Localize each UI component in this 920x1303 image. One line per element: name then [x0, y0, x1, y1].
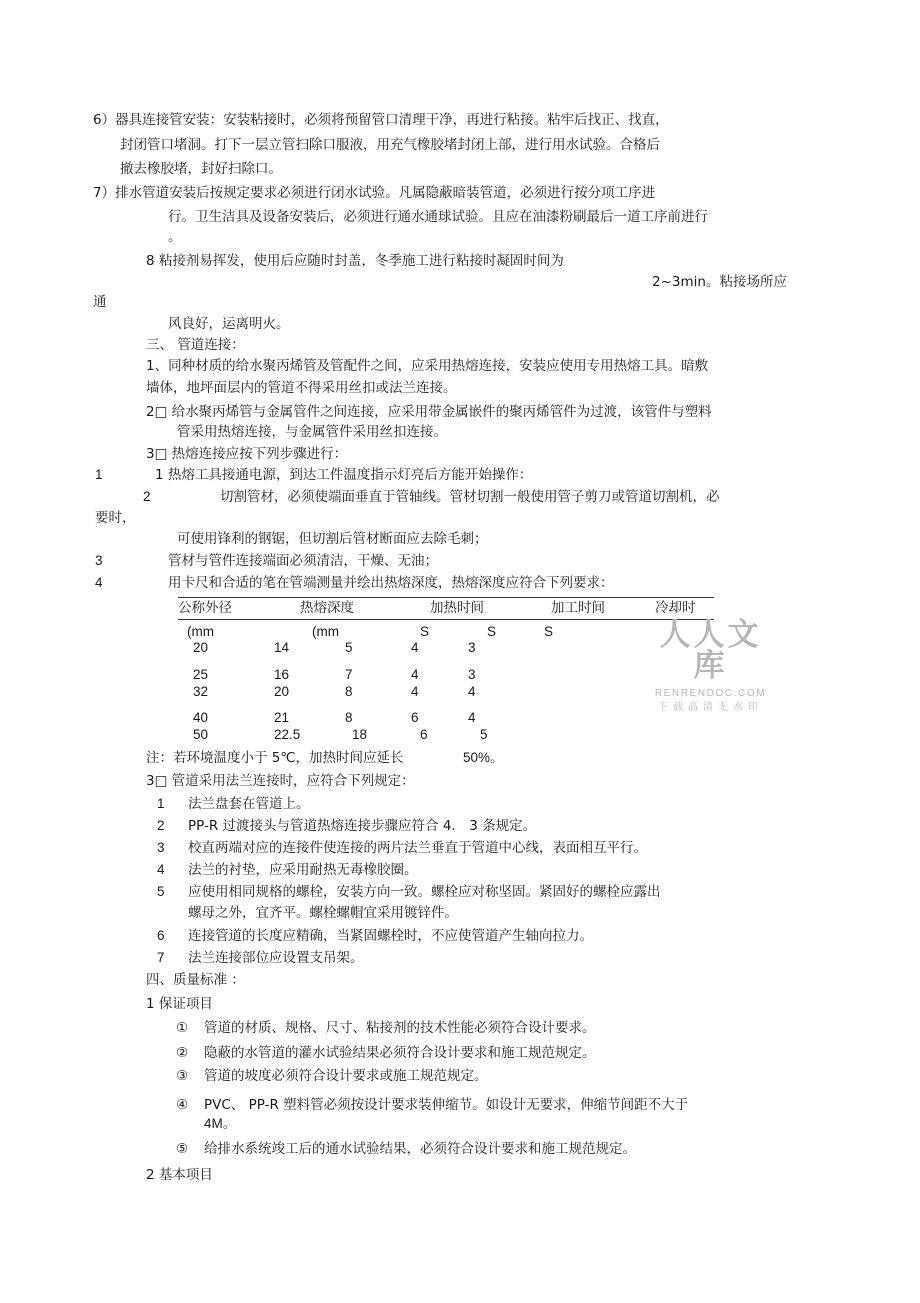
table-unit-cell: S — [487, 624, 497, 639]
guarantee-item-mark: ③ — [176, 1068, 189, 1084]
guarantee-item-mark: ④ — [176, 1097, 189, 1113]
guarantee-item-text: 隐蔽的水管道的灌水试验结果必须符合设计要求和施工规范规定。 — [204, 1045, 596, 1061]
sec3-item-1-line-2: 墙体，地坪面层内的管道不得采用丝扣或法兰连接。 — [146, 380, 457, 396]
watermark-title: 人人文库 — [659, 617, 762, 684]
flange-title: 3□ 管道采用法兰连接时，应符合下列规定： — [146, 773, 415, 789]
guarantee-item-mark: ⑤ — [176, 1141, 189, 1157]
step-3-number: 3 — [95, 553, 103, 568]
para-6-line-2: 封闭管口堵洞。打下一层立管扫除口服液，用充气橡胶堵封闭上部，进行用水试验。合格后 — [120, 137, 660, 153]
flange-item-number: 7 — [157, 950, 165, 965]
table-cell: 8 — [345, 710, 353, 725]
table-cell: 20 — [193, 640, 209, 655]
table-header-cell: 公称外径 — [178, 600, 232, 616]
guarantee-item-text: 管道的材质、规格、尺寸、粘接剂的技术性能必须符合设计要求。 — [204, 1020, 596, 1036]
table-cell: 50 — [193, 727, 209, 742]
table-cell: 18 — [352, 727, 368, 742]
para-7-line-2: 行。卫生洁具及设备安装后，必须进行通水通球试验。且应在油漆粉刷最后一道工序前进行 — [168, 209, 708, 225]
table-unit-cell: S — [544, 624, 554, 639]
sec3-item-2-line-1: 2□ 给水聚丙烯管与金属管件之间连接，应采用带金属嵌件的聚丙烯管件为过渡，该管件与塑料 — [146, 404, 712, 420]
guarantee-item-text: 给排水系统竣工后的通水试验结果，必须符合设计要求和施工规范规定。 — [204, 1141, 636, 1157]
table-cell: 32 — [193, 684, 209, 699]
flange-item-number: 2 — [157, 818, 165, 833]
para-7-line-3: 。 — [168, 229, 182, 245]
flange-item-number: 3 — [157, 840, 165, 855]
table-unit-cell: (mm — [187, 624, 214, 639]
quality-title: 四、质量标准 ： — [146, 972, 245, 988]
watermark-logo — [648, 617, 773, 714]
table-cell: 21 — [274, 710, 290, 725]
table-cell: 8 — [345, 684, 353, 699]
guarantee-item-text: 4M。 — [204, 1116, 237, 1131]
step-3-text: 管材与管件连接端面必须清洁，干燥、无油； — [168, 553, 438, 569]
step-2-number: 2 — [143, 489, 151, 504]
table-cell: 4 — [411, 684, 419, 699]
table-cell: 16 — [274, 667, 290, 682]
flange-item-text: 连接管道的长度应精确，当紧固螺栓时，不应使管道产生轴向拉力。 — [188, 928, 593, 944]
table-cell: 6 — [420, 727, 428, 742]
step-4-text: 用卡尺和合适的笔在管端测量并绘出热熔深度，热熔深度应符合下列要求： — [168, 575, 614, 591]
table-header-rule — [178, 619, 714, 620]
guarantee-item-text: PVC、 PP-R 塑料管必须按设计要求装伸缩节。如设计无要求，伸缩节间距不大于 — [204, 1097, 689, 1113]
table-cell: 4 — [468, 684, 476, 699]
flange-item-text: 应使用相同规格的螺栓，安装方向一致。螺栓应对称坚固。紧固好的螺栓应露出 — [188, 884, 661, 900]
guarantee-items-title: 1 保证项目 — [146, 996, 213, 1012]
section-3-title: 三、 管道连接： — [146, 337, 245, 353]
table-cell: 25 — [193, 667, 209, 682]
table-cell: 5 — [345, 640, 353, 655]
guarantee-item-mark: ② — [176, 1045, 189, 1061]
table-header-cell: 加工时间 — [551, 600, 605, 616]
para-6-line-1: 6）器具连接管安装：安装粘接时，必须将预留管口清理干净，再进行粘接。粘牢后找正、找直， — [93, 112, 669, 128]
table-cell: 4 — [411, 640, 419, 655]
para-8-line-3: 通 — [93, 294, 107, 310]
table-cell: 4 — [411, 667, 419, 682]
table-cell: 7 — [345, 667, 353, 682]
step-1-text: 1 热熔工具接通电源，到达工件温度指示灯亮后方能开始操作： — [155, 467, 533, 483]
flange-item-number: 6 — [157, 928, 165, 943]
sec3-item-1-line-1: 1、同种材质的给水聚丙烯管及管配件之间，应采用热熔连接，安装应使用专用热熔工具。暗敷 — [146, 358, 709, 374]
flange-item-number: 1 — [157, 796, 165, 811]
para-8-line-4: 风良好，运离明火。 — [168, 316, 290, 332]
flange-item-text: 法兰的衬垫，应采用耐热无毒橡胶圈。 — [188, 862, 418, 878]
watermark-tagline: 下载高清无水印 — [658, 702, 763, 713]
table-cell: 40 — [193, 710, 209, 725]
table-cell: 3 — [468, 640, 476, 655]
guarantee-item-text: 管道的坡度必须符合设计要求或施工规范规定。 — [204, 1068, 488, 1084]
table-cell: 6 — [411, 710, 419, 725]
para-7-line-1: 7）排水管道安装后按规定要求必须进行闭水试验。凡属隐蔽暗装管道，必须进行按分项工序进 — [93, 185, 656, 201]
table-cell: 14 — [274, 640, 290, 655]
step-2-text: 切割管材，必须使端面垂直于管轴线。管材切割一般使用管子剪刀或管道切割机，必 — [220, 489, 720, 505]
flange-item-text: PP-R 过渡接头与管道热熔连接步骤应符合 4． 3 条规定。 — [188, 818, 537, 834]
watermark-domain: RENRENDOC.COM — [654, 688, 767, 699]
table-note: 注：若环境温度小于 5℃，加热时间应延长 — [146, 750, 404, 766]
table-unit-cell: (mm — [312, 624, 339, 639]
guarantee-item-mark: ① — [176, 1020, 189, 1036]
sec3-item-3: 3□ 热熔连接应按下列步骤进行： — [146, 446, 348, 462]
step-4-number: 4 — [95, 575, 103, 590]
flange-item-number: 5 — [157, 884, 165, 899]
para-8-line-2: 2~3min。粘接场所应 — [652, 274, 787, 290]
table-header-cell: 冷却时 — [655, 600, 696, 616]
step-2-continued: 可使用锋利的钢锯，但切割后管材断面应去除毛刺； — [177, 531, 488, 547]
flange-item-text: 法兰连接部位应设置支吊架。 — [188, 950, 364, 966]
table-cell: 5 — [480, 727, 488, 742]
step-1-number: 1 — [95, 467, 103, 482]
table-cell: 22.5 — [274, 727, 301, 742]
table-unit-cell: S — [420, 624, 430, 639]
table-cell: 20 — [274, 684, 290, 699]
flange-item-number: 4 — [157, 862, 165, 877]
para-8-line-1: 8 粘接剂易挥发，使用后应随时封盖，冬季施工进行粘接时凝固时间为 — [146, 253, 564, 269]
table-header-cell: 热熔深度 — [300, 600, 354, 616]
sec3-item-2-line-2: 管采用热熔连接，与金属管件采用丝扣连接。 — [177, 424, 447, 440]
table-top-rule — [178, 597, 714, 598]
flange-item-text: 螺母之外，宜齐平。螺栓螺帽宜采用镀锌件。 — [188, 905, 458, 921]
table-header-cell: 加热时间 — [430, 600, 484, 616]
basic-items-title: 2 基本项目 — [146, 1167, 213, 1183]
flange-item-text: 法兰盘套在管道上。 — [188, 796, 310, 812]
table-note-value: 50%。 — [463, 750, 504, 765]
flange-item-text: 校直两端对应的连接件使连接的两片法兰垂直于管道中心线，表面相互平行。 — [188, 840, 647, 856]
table-cell: 4 — [468, 710, 476, 725]
table-cell: 3 — [468, 667, 476, 682]
para-6-line-3: 撤去橡胶堵，封好扫除口。 — [120, 161, 282, 177]
step-2-wrap: 要时， — [95, 510, 136, 526]
